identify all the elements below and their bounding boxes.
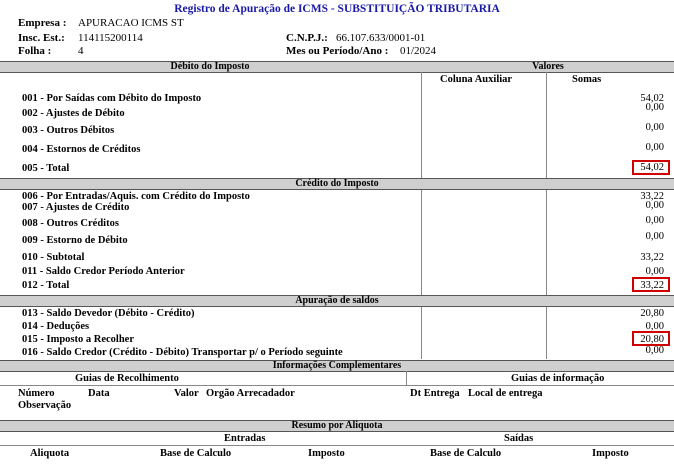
debito-row-002: 002 - Ajustes de Débito xyxy=(22,108,125,119)
credito-row-006: 006 - Por Entradas/Aquis. com Crédito do Imposto xyxy=(22,191,250,202)
apuracao-row-013: 013 - Saldo Devedor (Débito - Crédito) xyxy=(22,308,195,319)
apuracao-row-015: 015 - Imposto a Recolher xyxy=(22,334,134,345)
report-title: Registro de Apuração de ICMS - SUBSTITUIÇÃO TRIBUTARIA xyxy=(174,3,500,15)
debito-row-001: 001 - Por Saídas com Débito do Imposto xyxy=(22,93,202,104)
apuracao-title: Apuração de saldos xyxy=(295,295,379,306)
base-calculo-entradas-header: Base de Calculo xyxy=(160,448,232,459)
credito-row-009: 009 - Estorno de Débito xyxy=(22,235,128,246)
local-entrega-header: Local de entrega xyxy=(468,388,543,399)
debito-band xyxy=(0,61,674,73)
apuracao-band xyxy=(0,295,674,307)
resumo-band xyxy=(0,420,674,432)
highlight-box xyxy=(632,277,670,292)
divider-line xyxy=(546,307,547,359)
somas-header: Somas xyxy=(572,74,602,85)
divider-line xyxy=(0,385,674,386)
credito-value-009: 0,00 xyxy=(645,231,664,242)
apuracao-row-014: 014 - Deduções xyxy=(22,321,90,332)
debito-value-004: 0,00 xyxy=(645,142,664,153)
debito-value-005: 54,02 xyxy=(640,162,664,173)
folha-label: Folha : xyxy=(18,45,52,57)
debito-row-005: 005 - Total xyxy=(22,163,70,174)
credito-value-010: 33,22 xyxy=(640,252,664,263)
credito-value-012: 33,22 xyxy=(640,280,664,291)
coluna-auxiliar-header: Coluna Auxiliar xyxy=(440,74,513,85)
cnpj-value: 66.107.633/0001-01 xyxy=(336,32,426,44)
valores-title: Valores xyxy=(532,61,564,72)
observacao-header: Observação xyxy=(18,400,72,411)
credito-value-007: 0,00 xyxy=(645,200,664,211)
credito-value-011: 0,00 xyxy=(645,266,664,277)
apuracao-row-016: 016 - Saldo Credor (Crédito - Débito) Transportar p/ o Período seguinte xyxy=(22,347,343,358)
credito-row-007: 007 - Ajustes de Crédito xyxy=(22,202,130,213)
numero-header: Número xyxy=(18,388,55,399)
guias-recolhimento-header: Guias de Recolhimento xyxy=(75,373,179,384)
debito-title: Débito do Imposto xyxy=(170,61,250,72)
debito-row-003: 003 - Outros Débitos xyxy=(22,125,115,136)
credito-title: Crédito do Imposto xyxy=(295,178,379,189)
apuracao-value-014: 0,00 xyxy=(645,321,664,332)
mes-label: Mes ou Período/Ano : xyxy=(286,45,389,57)
credito-row-012: 012 - Total xyxy=(22,280,70,291)
debito-value-003: 0,00 xyxy=(645,122,664,133)
mes-value: 01/2024 xyxy=(400,45,437,57)
credito-row-011: 011 - Saldo Credor Período Anterior xyxy=(22,266,185,277)
guias-informacao-header: Guias de informação xyxy=(511,373,605,384)
empresa-label: Empresa : xyxy=(18,17,67,29)
base-calculo-saidas-header: Base de Calculo xyxy=(430,448,502,459)
data-header: Data xyxy=(88,388,110,399)
credito-value-006: 33,22 xyxy=(640,191,664,202)
valor-header: Valor xyxy=(174,388,199,399)
credito-band xyxy=(0,178,674,190)
info-band xyxy=(0,360,674,372)
apuracao-value-016: 0,00 xyxy=(645,345,664,356)
divider-line xyxy=(406,371,407,385)
insc-value: 114115200114 xyxy=(78,32,143,44)
debito-row-004: 004 - Estornos de Créditos xyxy=(22,144,141,155)
imposto-entradas-header: Imposto xyxy=(308,448,345,459)
divider-line xyxy=(0,445,674,446)
divider-line xyxy=(546,72,547,178)
credito-row-010: 010 - Subtotal xyxy=(22,252,85,263)
cnpj-label: C.N.P.J.: xyxy=(286,32,328,44)
apuracao-value-013: 20,80 xyxy=(640,308,664,319)
apuracao-value-015: 20,80 xyxy=(640,334,664,345)
highlight-box xyxy=(632,160,670,175)
divider-line xyxy=(421,307,422,359)
info-title: Informações Complementares xyxy=(272,360,402,371)
saidas-header: Saídas xyxy=(504,433,534,444)
imposto-saidas-header: Imposto xyxy=(592,448,629,459)
resumo-title: Resumo por Aliquota xyxy=(291,420,383,431)
divider-line xyxy=(546,190,547,295)
credito-value-008: 0,00 xyxy=(645,215,664,226)
folha-value: 4 xyxy=(78,45,84,57)
debito-value-002: 0,00 xyxy=(645,102,664,113)
divider-line xyxy=(421,190,422,295)
orgao-header: Orgão Arrecadador xyxy=(206,388,295,399)
divider-line xyxy=(421,72,422,178)
entradas-header: Entradas xyxy=(224,433,266,444)
credito-row-008: 008 - Outros Créditos xyxy=(22,218,119,229)
empresa-value: APURACAO ICMS ST xyxy=(78,17,184,29)
insc-label: Insc. Est.: xyxy=(18,32,65,44)
dt-entrega-header: Dt Entrega xyxy=(410,388,460,399)
aliquota-header: Aliquota xyxy=(30,448,70,459)
debito-value-001: 54,02 xyxy=(640,93,664,104)
highlight-box xyxy=(632,331,670,346)
